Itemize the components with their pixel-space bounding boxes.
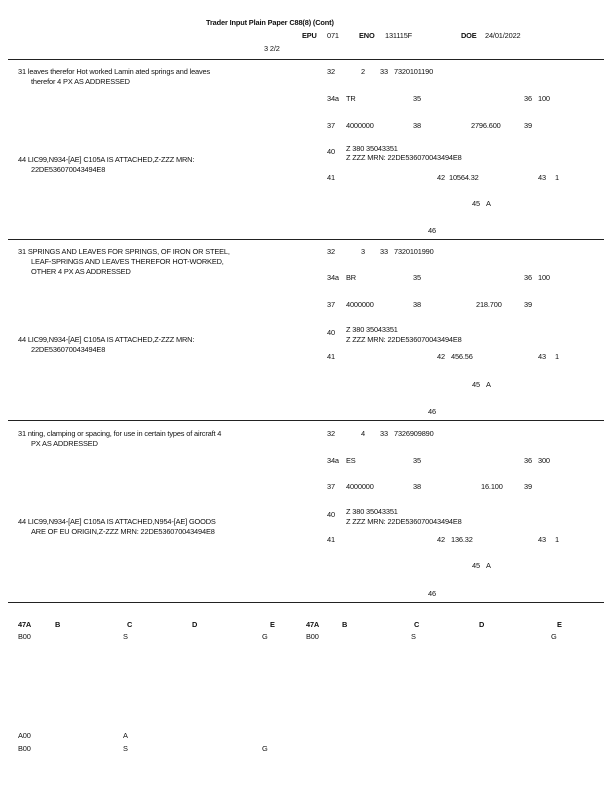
procedure-code: 4000000 (346, 482, 374, 491)
form-title: Trader Input Plain Paper C88(8) (Cont) (206, 18, 334, 27)
field-label: 40 (327, 147, 335, 156)
field-label: 41 (327, 352, 335, 361)
field-label: 45 (472, 561, 480, 570)
field-label: 34a (327, 456, 339, 465)
additional-info: 44 LIC99,N934-[AE] C105A IS ATTACHED,Z-ZZZ MRN: (18, 155, 195, 164)
origin-country: ES (346, 456, 356, 465)
net-mass: 2796.600 (471, 121, 501, 130)
field-label: 36 (524, 456, 532, 465)
previous-document: Z ZZZ MRN: 22DE536070043494E8 (346, 153, 462, 162)
field-label: 46 (428, 589, 436, 598)
tax-type: B00 (306, 632, 319, 641)
tax-cell: A (123, 731, 128, 740)
field-label: 35 (413, 273, 421, 282)
field-label: 33 (380, 67, 388, 76)
item-price: 456.56 (451, 352, 473, 361)
field-label: 41 (327, 173, 335, 182)
field-label: 45 (472, 380, 480, 389)
column-header: E (557, 620, 562, 629)
field-label: 38 (413, 482, 421, 491)
item-description: 31 leaves therefor Hot worked Lamin ated springs and leaves (18, 67, 211, 76)
column-header: D (192, 620, 198, 629)
box-47-label: 47A (306, 620, 320, 629)
divider (8, 602, 604, 603)
origin-country: TR (346, 94, 356, 103)
item-price: 10564.32 (449, 173, 479, 182)
net-mass: 16.100 (481, 482, 503, 491)
item-description: 31 SPRINGS AND LEAVES FOR SPRINGS, OF IRON OR STEEL, (18, 247, 230, 256)
field-label: 33 (380, 247, 388, 256)
adjustment: A (486, 199, 491, 208)
divider (8, 239, 604, 240)
field-label: 43 (538, 173, 546, 182)
preference-code: 100 (538, 273, 550, 282)
previous-document: Z ZZZ MRN: 22DE536070043494E8 (346, 335, 462, 344)
previous-document: Z ZZZ MRN: 22DE536070043494E8 (346, 517, 462, 526)
divider (8, 59, 604, 60)
additional-info: ARE OF EU ORIGIN,Z-ZZZ MRN: 22DE536070043494E8 (31, 527, 215, 536)
field-label: 32 (327, 247, 335, 256)
field-label: 42 (437, 352, 445, 361)
field-label: 42 (437, 535, 445, 544)
field-label: 37 (327, 300, 335, 309)
tax-cell: S (411, 632, 416, 641)
item-number: 2 (361, 67, 365, 76)
item-number: 3 (361, 247, 365, 256)
field-label: 39 (524, 300, 532, 309)
additional-info: 44 LIC99,N934-[AE] C105A IS ATTACHED,Z-ZZZ MRN: (18, 335, 195, 344)
field-label: 42 (437, 173, 445, 182)
tax-type: B00 (18, 632, 31, 641)
column-header: B (55, 620, 61, 629)
item-number: 4 (361, 429, 365, 438)
eno-value: 131115F (385, 31, 413, 40)
field-label: 41 (327, 535, 335, 544)
field-label: 37 (327, 121, 335, 130)
doe-value: 24/01/2022 (485, 31, 521, 40)
field-label: 43 (538, 352, 546, 361)
field-label: 40 (327, 510, 335, 519)
item-description: therefor 4 PX AS ADDRESSED (31, 77, 130, 86)
page-number: 3 2/2 (264, 44, 280, 53)
item-description: 31 nting, clamping or spacing, for use in certain types of aircraft 4 (18, 429, 222, 438)
adjustment: A (486, 380, 491, 389)
valuation-method: 1 (555, 535, 559, 544)
tax-type: B00 (18, 744, 31, 753)
doe-label: DOE (461, 31, 477, 40)
field-label: 35 (413, 456, 421, 465)
column-header: B (342, 620, 348, 629)
valuation-method: 1 (555, 352, 559, 361)
commodity-code: 7320101190 (394, 67, 434, 76)
field-label: 34a (327, 273, 339, 282)
item-description: LEAF-SPRINGS AND LEAVES THEREFOR HOT-WORKED, (31, 257, 224, 266)
field-label: 37 (327, 482, 335, 491)
epu-value: 071 (327, 31, 339, 40)
previous-document: Z 380 35043351 (346, 507, 398, 516)
column-header: D (479, 620, 485, 629)
field-label: 39 (524, 121, 532, 130)
field-label: 34a (327, 94, 339, 103)
field-label: 35 (413, 94, 421, 103)
field-label: 40 (327, 328, 335, 337)
previous-document: Z 380 35043351 (346, 325, 398, 334)
tax-cell: G (551, 632, 557, 641)
divider (8, 420, 604, 421)
item-description: PX AS ADDRESSED (31, 439, 98, 448)
additional-info: 22DE536070043494E8 (31, 345, 106, 354)
field-label: 38 (413, 121, 421, 130)
field-label: 36 (524, 94, 532, 103)
field-label: 43 (538, 535, 546, 544)
column-header: C (414, 620, 420, 629)
adjustment: A (486, 561, 491, 570)
commodity-code: 7320101990 (394, 247, 434, 256)
preference-code: 300 (538, 456, 550, 465)
field-label: 46 (428, 407, 436, 416)
commodity-code: 7326909890 (394, 429, 434, 438)
additional-info: 22DE536070043494E8 (31, 165, 106, 174)
valuation-method: 1 (555, 173, 559, 182)
item-description: OTHER 4 PX AS ADDRESSED (31, 267, 131, 276)
field-label: 38 (413, 300, 421, 309)
field-label: 46 (428, 226, 436, 235)
field-label: 39 (524, 482, 532, 491)
column-header: C (127, 620, 133, 629)
previous-document: Z 380 35043351 (346, 144, 398, 153)
field-label: 32 (327, 67, 335, 76)
tax-cell: S (123, 744, 128, 753)
eno-label: ENO (359, 31, 375, 40)
field-label: 36 (524, 273, 532, 282)
field-label: 33 (380, 429, 388, 438)
additional-info: 44 LIC99,N934-[AE] C105A IS ATTACHED,N954-[AE] GOODS (18, 517, 216, 526)
epu-label: EPU (302, 31, 317, 40)
tax-type: A00 (18, 731, 31, 740)
preference-code: 100 (538, 94, 550, 103)
origin-country: BR (346, 273, 356, 282)
net-mass: 218.700 (476, 300, 502, 309)
tax-cell: G (262, 632, 268, 641)
tax-cell: S (123, 632, 128, 641)
procedure-code: 4000000 (346, 300, 374, 309)
procedure-code: 4000000 (346, 121, 374, 130)
tax-cell: G (262, 744, 268, 753)
field-label: 45 (472, 199, 480, 208)
column-header: E (270, 620, 275, 629)
field-label: 32 (327, 429, 335, 438)
item-price: 136.32 (451, 535, 473, 544)
box-47-label: 47A (18, 620, 32, 629)
